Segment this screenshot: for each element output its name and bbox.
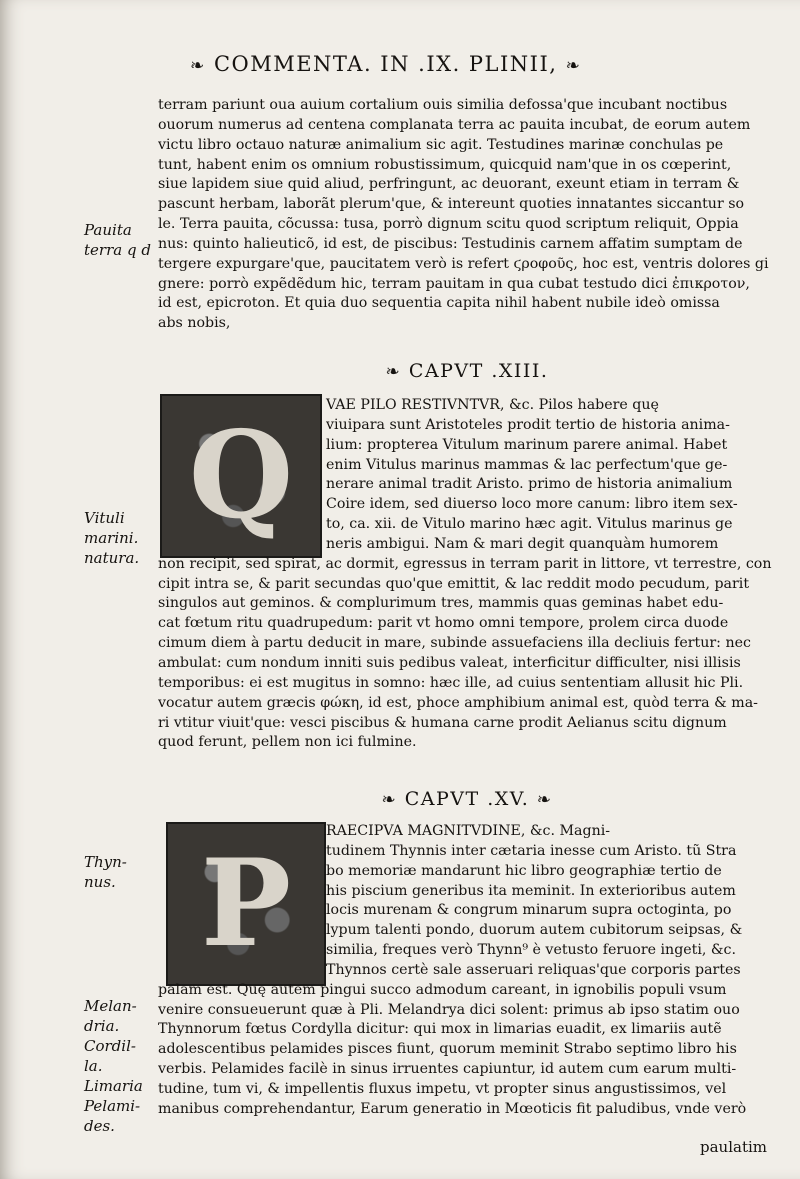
text-line: palam est. Quę autem pingui succo admodum careant, in ignobilis populi vsum (158, 981, 727, 998)
margin-note-line: marini. (84, 529, 139, 547)
text-block-1 (158, 96, 776, 334)
fleuron-right-icon: ❧ (565, 56, 582, 76)
fleuron-icon: ❧ (381, 790, 398, 810)
text-line: ri vtitur viuit'que: vesci piscibus & humana carne prodit Aelianus scitu dignum (158, 714, 727, 731)
text-line: gnere: porrò expẽdẽdum hic, terram pauitam in qua cubat testudo dici ἐπικροτον, (158, 275, 750, 292)
margin-note-line: dria. (84, 1017, 120, 1035)
text-line: enim Vitulus marinus mammas & lac perfectum'que ge- (326, 456, 728, 473)
text-line: RAECIPVA MAGNITVDINE, &c. Magni- (326, 823, 611, 839)
text-line: ouorum numerus ad centena complanata terra ac pauita incubat, de eorum autem (158, 116, 751, 133)
text-line: tergere expurgare'que, paucitatem verò is refert ϛροφοῦς, hoc est, ventris dolores gi (158, 255, 769, 272)
text-line: id est, epicroton. Et quia duo sequentia capita nihil habent nubile ideò omissa (158, 295, 720, 312)
text-line: tudine, tum vi, & impellentis fluxus impetu, vt propter sinus angustissimos, vel (158, 1080, 727, 1097)
fleuron-left-icon: ❧ (190, 56, 206, 76)
text-line: bo memoriæ mandarunt hic libro geographiæ tertio de (326, 862, 722, 879)
fleuron-icon: ❧ (536, 790, 553, 810)
text-line: neris ambigui. Nam & mari degit quanquàm humorem (326, 535, 719, 552)
text-line: nus: quinto halieuticõ, id est, de piscibus: Testudinis carnem affatim sumptam de (158, 235, 743, 252)
margin-note-thynnus (84, 852, 127, 892)
fleuron-icon: ❧ (385, 362, 402, 382)
text-block-3 (158, 822, 776, 1120)
margin-note-line: la. (84, 1057, 103, 1075)
text-line: Thynnos certè sale asseruari reliquas'que corporis partes (326, 961, 741, 978)
text-line: adolescentibus pelamides pisces fiunt, quorum meminit Strabo septimo libro his (158, 1041, 737, 1058)
text-line: to, ca. xii. de Vitulo marino hæc agit. Vitulus marinus ge (326, 516, 733, 533)
text-line: manibus comprehendantur, Earum generatio in Mœoticis fit paludibus, vnde verò (158, 1100, 747, 1117)
chapter-heading-label: CAPVT .XIII. (408, 360, 549, 382)
margin-note-line: Thyn- (84, 853, 127, 871)
text-line: tudinem Thynnis inter cætaria inesse cum Aristo. tũ Stra (326, 842, 737, 859)
margin-note-line: Vituli (84, 509, 125, 527)
text-line: cat fœtum ritu quadrupedum: parit vt homo omni tempore, prolem circa duode (158, 615, 729, 632)
text-line: non recipit, sed spirat, ac dormit, egressus in terram parit in littore, vt terrestre, con (158, 555, 772, 572)
text-line: ambulat: cum nondum inniti suis pedibus valeat, interficitur difficulter, nisi illisis (158, 654, 741, 671)
catchword: paulatim (700, 1138, 767, 1156)
chapter-heading-13 (158, 354, 776, 388)
margin-note-line: natura. (84, 549, 140, 567)
text-line: temporibus: ei est mugitus in somno: hæc ille, ad cuius sententiam allusit hic Pli. (158, 674, 744, 691)
text-line: VAE PILO RESTIVNTVR, &c. Pilos habere quę (326, 397, 659, 413)
text-line: pascunt herbam, laborãt plerum'que, & intereunt quoties innatantes siccantur so (158, 196, 745, 213)
text-line: locis murenam & congrum minarum supra octoginta, po (326, 902, 732, 919)
text-line: vocatur autem græcis φώκη, id est, phoce amphibium animal est, quòd terra & ma- (158, 694, 758, 711)
text-line: Thynnorum fœtus Cordylla dicitur: qui mox in limarias euadit, ex limariis autẽ (158, 1021, 722, 1038)
margin-note-line: Limaria (84, 1077, 143, 1095)
chapter-heading-15 (158, 782, 776, 816)
text-line: victu libro octauo naturæ animalium sic agit. Testudines marinæ conchulas pe (158, 136, 724, 153)
margin-note-line: nus. (84, 873, 116, 891)
text-line: similia, freques verò Thynn⁹ è vetusto feruore ingeti, &c. (326, 942, 737, 959)
text-line: lypum talenti pondo, duorum autem cubitorum seipsas, & (326, 922, 743, 939)
text-line: singulos aut geminos. & complurimum tres, mammis quas geminas habet edu- (158, 595, 724, 612)
text-line: tunt, habent enim os omnium robustissimum, quicquid nam'que in os cœperint, (158, 156, 732, 173)
text-line: verbis. Pelamides facilè in sinus irruentes capiuntur, id autem cum earum multi- (158, 1061, 737, 1078)
text-line: his piscium generibus ita meminit. In exterioribus autem (326, 882, 736, 899)
margin-note-line: terra q d (84, 241, 151, 259)
text-line: lium: propterea Vitulum marinum parere animal. Habet (326, 436, 728, 453)
margin-note-pauita (84, 220, 151, 260)
running-header (190, 52, 750, 76)
text-line: le. Terra pauita, cõcussa: tusa, porrò dignum scitu quod scriptum reliquit, Oppia (158, 216, 739, 233)
margin-note-melandria (84, 996, 143, 1136)
running-title: COMMENTA. IN .IX. PLINII, (213, 52, 558, 76)
margin-note-line: Pelami- (84, 1097, 141, 1115)
margin-note-line: Melan- (84, 997, 137, 1015)
margin-note-line: Pauita (84, 221, 132, 239)
text-line: Coire idem, sed diuerso loco more canum: libro item sex- (326, 496, 738, 513)
margin-note-line: des. (84, 1117, 115, 1135)
text-line: nerare animal tradit Aristo. primo de historia animalium (326, 476, 733, 493)
text-line: siue lapidem siue quid aliud, perfringunt, ac deuorant, exeunt etiam in terram & (158, 176, 740, 193)
text-line: quod ferunt, pellem non ici fulmine. (158, 734, 417, 751)
text-line: viuipara sunt Aristoteles prodit tertio de historia anima- (326, 416, 730, 433)
text-block-2 (158, 396, 776, 753)
text-line: cimum diem à partu deducit in mare, subinde assuefaciens illa decliuis fertur: nec (158, 635, 751, 652)
margin-note-vituli (84, 508, 139, 568)
text-line: abs nobis, (158, 315, 231, 332)
text-line: venire consueuerunt quæ à Pli. Melandrya dici solent: primus ab ipso statim ouo (158, 1001, 740, 1018)
initial-letter: P (200, 833, 292, 974)
initial-letter: Q (188, 405, 294, 546)
margin-note-line: Cordil- (84, 1037, 136, 1055)
text-line: cipit intra se, & parit secundas quo'que emittit, & lac reddit modo pecudum, parit (158, 575, 750, 592)
chapter-heading-label: CAPVT .XV. (404, 788, 530, 810)
text-line: terram pariunt oua auium cortalium ouis similia defossa'que incubant noctibus (158, 97, 728, 113)
